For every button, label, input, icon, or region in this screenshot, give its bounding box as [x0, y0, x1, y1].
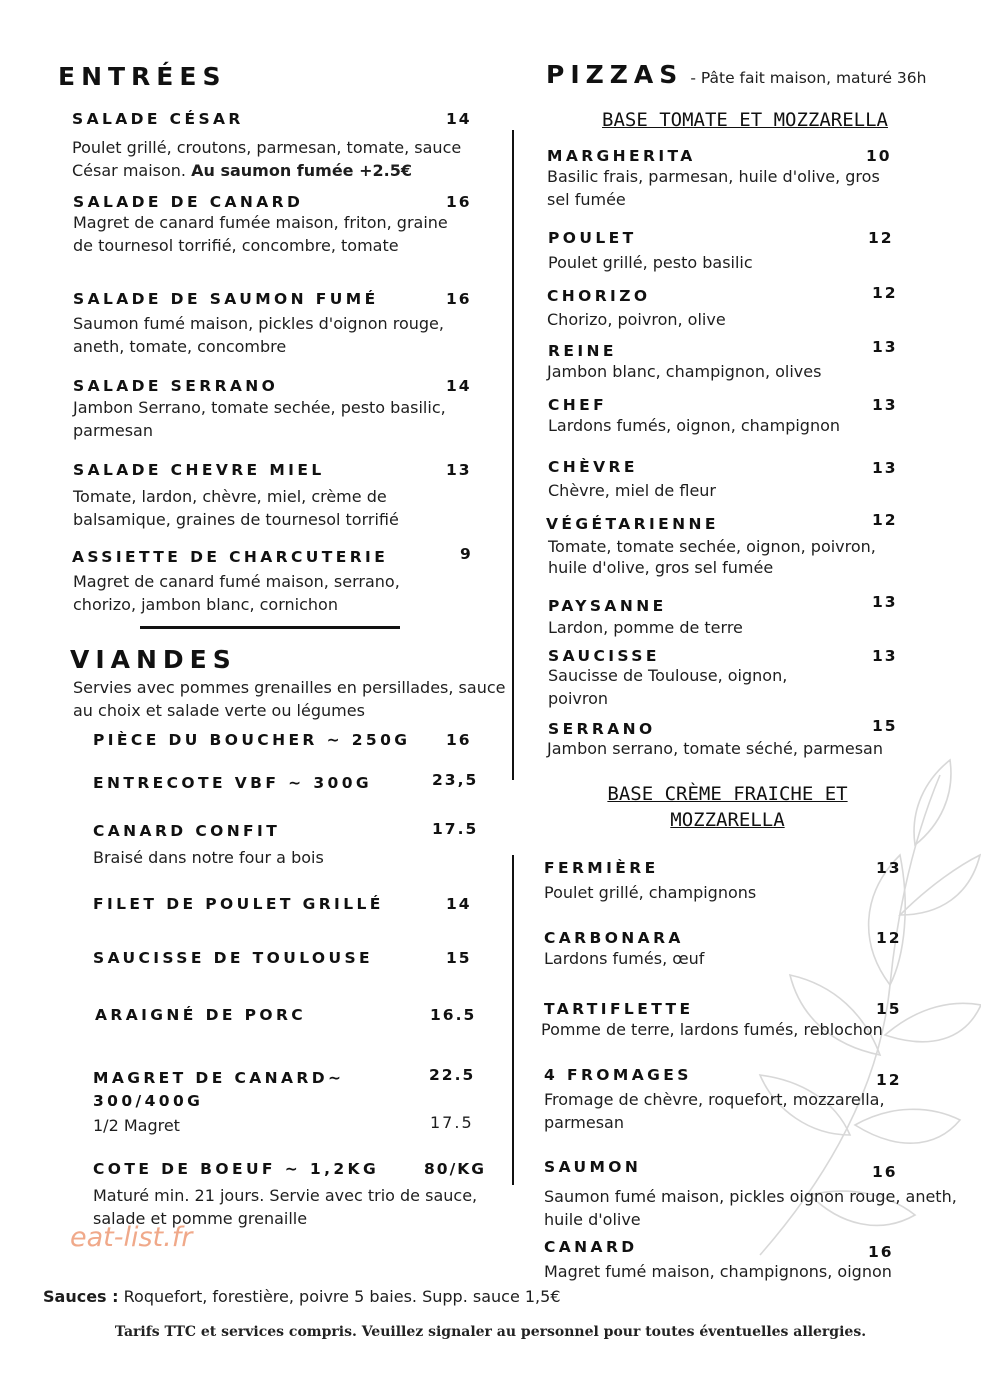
- base-creme-line1: BASE CRÈME FRAICHE ET: [607, 783, 848, 805]
- viande-desc: Braisé dans notre four a bois: [93, 848, 324, 867]
- pizza-price: 13: [872, 338, 898, 356]
- entree-name: SALADE CHEVRE MIEL: [73, 461, 325, 479]
- footer-note: Tarifs TTC et services compris. Veuillez signaler au personnel pour toutes éventuelles allergies.: [114, 1324, 867, 1340]
- base-tomate-heading: BASE TOMATE ET MOZZARELLA: [602, 109, 888, 131]
- entree-desc: Magret de canard fumée maison, friton, graine de tournesol torrifié, concombre, tomate: [73, 213, 448, 255]
- entree-price: 13: [446, 461, 472, 479]
- pizza-desc: Pomme de terre, lardons fumés, reblochon: [541, 1020, 883, 1039]
- pizza-desc: Jambon serrano, tomate séché, parmesan: [547, 739, 883, 758]
- viande-name-2: 300/400G: [93, 1092, 204, 1110]
- sauces-text: Roquefort, forestière, poivre 5 baies. Supp. sauce 1,5€: [123, 1287, 561, 1306]
- pizza-price: 12: [868, 229, 894, 247]
- viande-desc: 1/2 Magret: [93, 1116, 180, 1135]
- pizza-price: 15: [876, 1000, 902, 1018]
- viande-name: SAUCISSE DE TOULOUSE: [93, 949, 374, 967]
- viande-name: ENTRECOTE VBF ~ 300G: [93, 774, 373, 792]
- entree-name: SALADE DE CANARD: [73, 193, 304, 211]
- pizzas-title: PIZZAS: [546, 60, 684, 89]
- viandes-intro: Servies avec pommes grenailles en persillades, sauce au choix et salade verte ou légumes: [73, 678, 506, 720]
- column-divider-top: [512, 130, 514, 780]
- pizza-name: PAYSANNE: [548, 597, 667, 615]
- pizza-price: 12: [872, 511, 898, 529]
- pizza-name: SAUMON: [544, 1158, 642, 1176]
- entree-extra: Au saumon fumée +2.5€: [191, 161, 412, 180]
- pizza-desc: Poulet grillé, pesto basilic: [548, 253, 753, 272]
- pizza-price: 12: [876, 929, 902, 947]
- pizza-price: 10: [866, 147, 892, 165]
- pizza-name: CHÈVRE: [548, 458, 638, 476]
- pizza-price: 13: [872, 647, 898, 665]
- viande-price: 15: [446, 949, 472, 967]
- pizza-name: SERRANO: [548, 720, 656, 738]
- entree-name: SALADE SERRANO: [73, 377, 279, 395]
- pizza-desc: Basilic frais, parmesan, huile d'olive, gros sel fumée: [547, 167, 880, 209]
- pizza-price: 15: [872, 717, 898, 735]
- viande-name: PIÈCE DU BOUCHER ~ 250G: [93, 731, 411, 749]
- viande-name: FILET DE POULET GRILLÉ: [93, 895, 384, 913]
- pizza-price: 13: [872, 459, 898, 477]
- entree-name: SALADE CÉSAR: [72, 110, 244, 128]
- pizza-desc: Saucisse de Toulouse, oignon, poivron: [548, 666, 788, 708]
- pizza-price: 12: [872, 284, 898, 302]
- pizza-desc: Lardons fumés, œuf: [544, 949, 705, 968]
- viande-price: 23,5: [432, 771, 479, 789]
- entree-desc: Jambon Serrano, tomate sechée, pesto basilic, parmesan: [73, 398, 446, 440]
- pizza-name: POULET: [548, 229, 637, 247]
- entree-name: ASSIETTE DE CHARCUTERIE: [72, 548, 389, 566]
- sauces-label: Sauces :: [43, 1287, 119, 1306]
- pizza-price: 13: [872, 593, 898, 611]
- pizza-name: CHEF: [548, 396, 608, 414]
- pizza-desc: Lardons fumés, oignon, champignon: [548, 416, 841, 435]
- pizza-price: 13: [876, 859, 902, 877]
- entree-desc: Magret de canard fumé maison, serrano, chorizo, jambon blanc, cornichon: [73, 572, 400, 614]
- viande-name: MAGRET DE CANARD~: [93, 1069, 345, 1087]
- pizzas-header: [546, 60, 926, 90]
- entree-name: SALADE DE SAUMON FUMÉ: [73, 290, 379, 308]
- pizza-name: VÉGÉTARIENNE: [546, 515, 719, 533]
- pizza-price: 16: [872, 1163, 898, 1181]
- column-divider-bottom: [512, 855, 514, 1185]
- base-creme-line2: MOZZARELLA: [670, 809, 785, 831]
- entree-price: 16: [446, 193, 472, 211]
- pizza-name: FERMIÈRE: [544, 859, 659, 877]
- entree-desc: Tomate, lardon, chèvre, miel, crème de balsamique, graines de tournesol torrifié: [73, 487, 399, 529]
- pizzas-note: - Pâte fait maison, maturé 36h: [690, 69, 927, 87]
- viande-desc: Maturé min. 21 jours. Servie avec trio de sauce, salade et pomme grenaille: [93, 1186, 478, 1228]
- entree-desc-text: Poulet grillé, croutons, parmesan, tomate, sauce César maison.: [72, 138, 462, 180]
- pizza-desc: Chorizo, poivron, olive: [547, 310, 726, 329]
- pizza-name: CHORIZO: [547, 287, 651, 305]
- entree-price: 9: [460, 545, 473, 563]
- viande-price: 14: [446, 895, 472, 913]
- pizza-desc: Poulet grillé, champignons: [544, 883, 757, 902]
- pizza-price: 16: [868, 1243, 894, 1261]
- viande-price: 80/KG: [424, 1160, 486, 1178]
- pizza-name: SAUCISSE: [548, 647, 660, 665]
- sauces-line: [43, 1287, 561, 1306]
- pizza-price: 12: [876, 1071, 902, 1089]
- viande-price-2: 17.5: [430, 1113, 474, 1132]
- pizza-name: MARGHERITA: [547, 147, 696, 165]
- viande-price: 22.5: [429, 1066, 476, 1084]
- pizza-name: TARTIFLETTE: [544, 1000, 694, 1018]
- viande-name: ARAIGNÉ DE PORC: [95, 1006, 307, 1024]
- pizza-desc: Saumon fumé maison, pickles oignon rouge, aneth, huile d'olive: [544, 1187, 957, 1229]
- entree-desc: [72, 136, 512, 182]
- entrees-title: ENTRÉES: [58, 62, 227, 91]
- viande-name: COTE DE BOEUF ~ 1,2KG: [93, 1160, 380, 1178]
- pizza-desc: Jambon blanc, champignon, olives: [547, 362, 822, 381]
- viande-price: 16: [446, 731, 472, 749]
- viande-price: 16.5: [430, 1006, 477, 1024]
- section-divider: [140, 626, 400, 629]
- watermark: eat-list.fr: [70, 1222, 193, 1253]
- pizza-desc: Tomate, tomate sechée, oignon, poivron, huile d'olive, gros sel fumée: [548, 537, 876, 577]
- pizza-desc: Fromage de chèvre, roquefort, mozzarella, parmesan: [544, 1090, 885, 1132]
- entree-desc: Saumon fumé maison, pickles d'oignon rouge, aneth, tomate, concombre: [73, 314, 444, 356]
- viande-price: 17.5: [432, 820, 479, 838]
- entree-price: 16: [446, 290, 472, 308]
- pizza-name: CANARD: [544, 1238, 638, 1256]
- base-creme-heading: [570, 781, 885, 833]
- entree-price: 14: [446, 110, 472, 128]
- pizza-name: CARBONARA: [544, 929, 684, 947]
- viandes-title: VIANDES: [70, 645, 237, 674]
- pizza-name: 4 FROMAGES: [544, 1066, 692, 1084]
- pizza-desc: Chèvre, miel de fleur: [548, 481, 716, 500]
- pizza-desc: Lardon, pomme de terre: [548, 618, 743, 637]
- viande-name: CANARD CONFIT: [93, 822, 281, 840]
- entree-price: 14: [446, 377, 472, 395]
- pizza-price: 13: [872, 396, 898, 414]
- pizza-name: REINE: [548, 342, 617, 360]
- pizza-desc: Magret fumé maison, champignons, oignon: [544, 1262, 892, 1281]
